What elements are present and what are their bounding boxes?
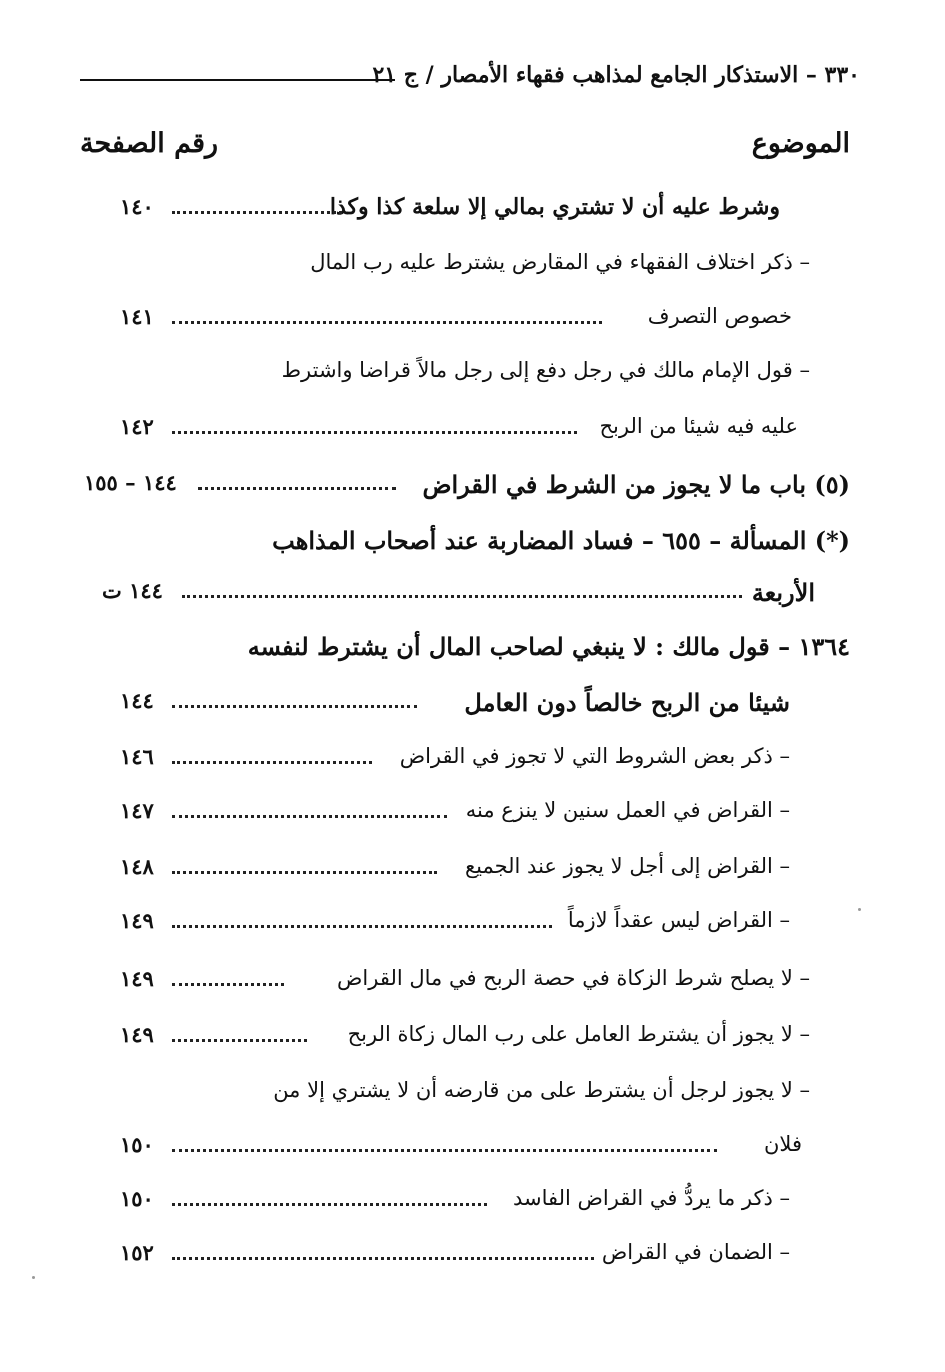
dot-leader [172, 1039, 307, 1042]
entry-text: (٥) باب ما لا يجوز من الشرط في القراض [422, 470, 850, 499]
entry-text: (*) المسألة – ٦٥٥ – فساد المضاربة عند أصحاب المذاهب [272, 526, 850, 555]
toc-entry [80, 1126, 802, 1166]
toc-entry [80, 408, 798, 448]
toc-entry [80, 1016, 810, 1056]
entry-text: – لا يجوز لرجل أن يشترط على من قارضه أن لا يشتري إلا من [273, 1078, 810, 1102]
topic-column-heading: الموضوع [751, 128, 850, 159]
page-number: ١٤٩ [120, 908, 154, 933]
toc-entry [80, 352, 810, 392]
dot-leader [172, 761, 372, 764]
page-number: ١٤٤ [120, 688, 154, 713]
page-column-heading: رقم الصفحة [80, 128, 219, 159]
entry-text: عليه فيه شيئا من الربح [599, 414, 798, 438]
page-number: ١٤٦ [120, 744, 154, 769]
page-number: ١٤٠ [120, 194, 154, 219]
page-number: ١٤٩ [120, 1022, 154, 1047]
page-number: ١٥٢ [120, 1240, 154, 1265]
toc-entry [80, 572, 815, 612]
toc-entry [80, 1072, 810, 1112]
toc-entry [80, 738, 790, 778]
toc-entry [80, 792, 790, 832]
toc-entry [80, 1234, 790, 1274]
dot-leader [172, 925, 552, 928]
toc-entry [80, 1180, 790, 1220]
dot-leader [172, 1149, 717, 1152]
page-number: ١٥٠ [120, 1186, 154, 1211]
page-number: ١٤١ [120, 304, 154, 329]
entry-text: – الضمان في القراض [601, 1240, 790, 1264]
scan-speck [858, 908, 861, 911]
running-header [80, 58, 860, 98]
dot-leader [172, 871, 437, 874]
dot-leader [172, 1257, 594, 1260]
dot-leader [172, 983, 284, 986]
toc-entry [80, 298, 792, 338]
running-title: ٣٣٠ – الاستذكار الجامع لمذاهب فقهاء الأمصار / ج ٢١ [372, 62, 860, 88]
entry-text: الأربعة [751, 578, 815, 607]
entry-text: ١٣٦٤ – قول مالك : لا ينبغي لصاحب المال أن يشترط لنفسه [247, 632, 850, 661]
entry-text: – ذكر ما يردُّ في القراض الفاسد [513, 1186, 790, 1210]
entry-text: – القراض في العمل سنين لا ينزع منه [465, 798, 790, 822]
page-number: ١٤٨ [120, 854, 154, 879]
dot-leader [198, 487, 396, 490]
entry-text: شيئا من الربح خالصاً دون العامل [464, 688, 790, 717]
page-number: ١٤٧ [120, 798, 154, 823]
toc-entry [80, 682, 790, 722]
toc-entry [80, 626, 850, 666]
entry-text: – ذكر بعض الشروط التي لا تجوز في القراض [399, 744, 790, 768]
entry-text: – لا يجوز أن يشترط العامل على رب المال زكاة الربح [347, 1022, 810, 1046]
entry-text: وشرط عليه أن لا تشتري بمالي إلا سلعة كذا وكذا [329, 194, 780, 220]
entry-text: – القراض ليس عقداً لازماً [567, 908, 790, 932]
page-number: ١٥٠ [120, 1132, 154, 1157]
page-number: ١٤٢ [120, 414, 154, 439]
dot-leader [172, 321, 602, 324]
page-number: ١٤٤ ت [102, 578, 163, 603]
entry-text: – لا يصلح شرط الزكاة في حصة الربح في مال القراض [337, 966, 810, 990]
scan-speck [32, 1276, 35, 1279]
page-number: ١٤٩ [120, 966, 154, 991]
toc-entry [80, 464, 850, 504]
dot-leader [172, 431, 577, 434]
dot-leader [172, 211, 342, 214]
dot-leader [172, 705, 417, 708]
toc-entry [80, 244, 810, 284]
entry-text: خصوص التصرف [647, 304, 792, 328]
page-number: ١٤٤ – ١٥٥ [84, 470, 177, 495]
toc-entry [80, 960, 810, 1000]
dot-leader [182, 595, 742, 598]
entry-text: – ذكر اختلاف الفقهاء في المقارض يشترط عليه رب المال [310, 250, 810, 274]
dot-leader [172, 815, 447, 818]
header-rule [80, 79, 395, 81]
column-headings [80, 128, 850, 168]
toc-entry [80, 848, 790, 888]
toc-entry [80, 188, 780, 228]
entry-text: – قول الإمام مالك في رجل دفع إلى رجل مالاً قراضا واشترط [281, 358, 810, 382]
toc-entry [80, 520, 850, 560]
dot-leader [172, 1203, 487, 1206]
entry-text: فلان [764, 1132, 802, 1156]
toc-entry [80, 902, 790, 942]
entry-text: – القراض إلى أجل لا يجوز عند الجميع [464, 854, 790, 878]
